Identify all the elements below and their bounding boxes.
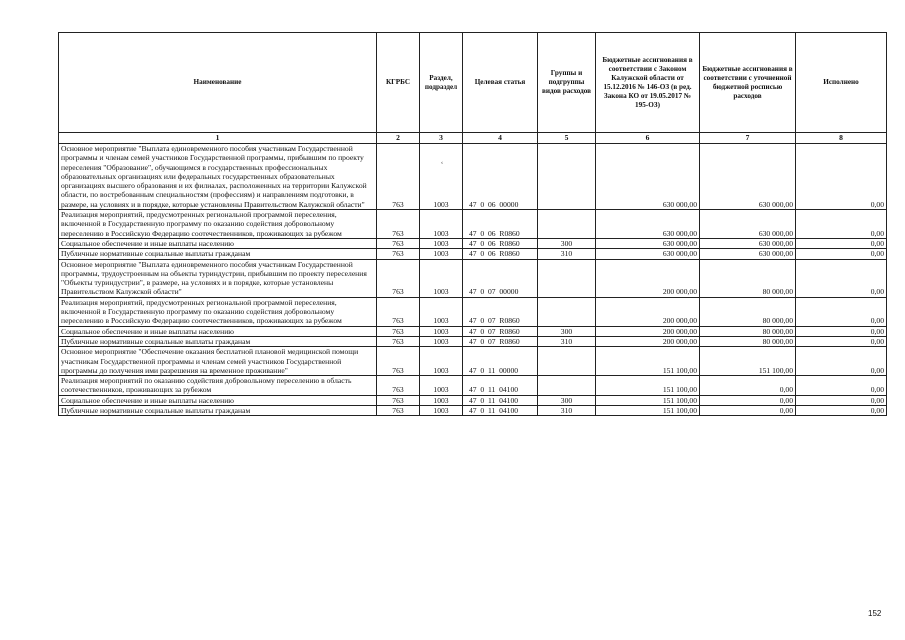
row-name: Основное мероприятие "Выплата единовременного пособия участникам Государственной программы, трудоустроенным на объекты туриндустрии, прибывшим по проекту переселения "Объекты туриндустрии", в размере, на условиях и в порядке, которые установлены Правительством Калужской области" <box>59 259 377 297</box>
row-section: 1003 <box>420 395 463 405</box>
row-budget-law: 200 000,00 <box>596 259 700 297</box>
header-name: Наименование <box>59 33 377 133</box>
header-section: Раздел, подраздел <box>420 33 463 133</box>
row-kgrbs: 763 <box>377 210 420 239</box>
row-target-article: 47 0 11 04100 <box>463 376 538 396</box>
row-expense-group <box>538 259 596 297</box>
table-row <box>59 395 887 405</box>
row-expense-group: 310 <box>538 406 596 416</box>
row-kgrbs: 763 <box>377 326 420 336</box>
column-number: 5 <box>538 133 596 144</box>
row-kgrbs: 763 <box>377 376 420 396</box>
row-executed: 0,00 <box>796 336 887 346</box>
row-section: 1003 <box>420 376 463 396</box>
row-name: Реализация мероприятий, предусмотренных региональной программой переселения, включенной в Государственную программу по оказанию содействия добровольному переселению в Российскую Федерацию соотечественников, проживающих за рубежом <box>59 210 377 239</box>
row-expense-group: 300 <box>538 326 596 336</box>
row-budget-refined: 630 000,00 <box>700 249 796 259</box>
row-name: Социальное обеспечение и иные выплаты населению <box>59 326 377 336</box>
row-budget-law: 200 000,00 <box>596 336 700 346</box>
row-kgrbs: 763 <box>377 406 420 416</box>
row-kgrbs: 763 <box>377 249 420 259</box>
row-executed: 0,00 <box>796 376 887 396</box>
table-row <box>59 238 887 248</box>
row-section: 1003 <box>420 249 463 259</box>
row-expense-group: 300 <box>538 238 596 248</box>
row-expense-group: 310 <box>538 249 596 259</box>
row-target-article: 47 0 07 R0860 <box>463 326 538 336</box>
table-row <box>59 326 887 336</box>
header-budget-refined: Бюджетные ассигнования в соответствии с уточненной бюджетной росписью расходов <box>700 33 796 133</box>
row-expense-group <box>538 297 596 326</box>
row-budget-law: 151 100,00 <box>596 347 700 376</box>
row-target-article: 47 0 11 00000 <box>463 347 538 376</box>
column-number: 7 <box>700 133 796 144</box>
row-budget-refined: 630 000,00 <box>700 144 796 210</box>
row-budget-law: 630 000,00 <box>596 210 700 239</box>
row-executed: 0,00 <box>796 238 887 248</box>
row-budget-refined: 151 100,00 <box>700 347 796 376</box>
header-expense-groups: Группы и подгруппы видов расходов <box>538 33 596 133</box>
row-kgrbs: 763 <box>377 395 420 405</box>
row-target-article: 47 0 07 R0860 <box>463 336 538 346</box>
row-expense-group: 310 <box>538 336 596 346</box>
row-budget-law: 630 000,00 <box>596 144 700 210</box>
row-target-article: 47 0 11 04100 <box>463 406 538 416</box>
header-kgrbs: КГРБС <box>377 33 420 133</box>
row-budget-law: 200 000,00 <box>596 297 700 326</box>
row-budget-law: 200 000,00 <box>596 326 700 336</box>
row-budget-refined: 630 000,00 <box>700 210 796 239</box>
row-section: 1003 <box>420 144 463 210</box>
row-section: 1003 <box>420 347 463 376</box>
row-budget-law: 151 100,00 <box>596 406 700 416</box>
row-target-article: 47 0 07 R0860 <box>463 297 538 326</box>
column-number-row <box>59 133 887 144</box>
column-number: 2 <box>377 133 420 144</box>
row-executed: 0,00 <box>796 297 887 326</box>
row-kgrbs: 763 <box>377 144 420 210</box>
row-target-article: 47 0 06 R0860 <box>463 249 538 259</box>
column-number: 8 <box>796 133 887 144</box>
table-row <box>59 376 887 396</box>
row-expense-group: 300 <box>538 395 596 405</box>
row-kgrbs: 763 <box>377 336 420 346</box>
row-budget-refined: 80 000,00 <box>700 336 796 346</box>
row-expense-group <box>538 210 596 239</box>
row-executed: 0,00 <box>796 259 887 297</box>
table-row <box>59 144 887 210</box>
table-row <box>59 336 887 346</box>
column-number: 6 <box>596 133 700 144</box>
row-executed: 0,00 <box>796 249 887 259</box>
row-section: 1003 <box>420 238 463 248</box>
row-name: Публичные нормативные социальные выплаты гражданам <box>59 406 377 416</box>
row-budget-law: 630 000,00 <box>596 249 700 259</box>
column-number: 1 <box>59 133 377 144</box>
table-row <box>59 210 887 239</box>
row-name: Публичные нормативные социальные выплаты гражданам <box>59 336 377 346</box>
column-number: 3 <box>420 133 463 144</box>
table-row <box>59 249 887 259</box>
row-executed: 0,00 <box>796 210 887 239</box>
row-budget-law: 151 100,00 <box>596 395 700 405</box>
row-budget-refined: 80 000,00 <box>700 326 796 336</box>
row-target-article: 47 0 11 04100 <box>463 395 538 405</box>
row-executed: 0,00 <box>796 347 887 376</box>
row-section: 1003 <box>420 259 463 297</box>
row-target-article: 47 0 06 R0860 <box>463 210 538 239</box>
row-name: Социальное обеспечение и иные выплаты населению <box>59 238 377 248</box>
header-budget-law: Бюджетные ассигнования в соответствии с Законом Калужской области от 15.12.2016 № 146-ОЗ (в ред. Закона КО от 19.05.2017 № 195-ОЗ) <box>596 33 700 133</box>
row-budget-law: 630 000,00 <box>596 238 700 248</box>
row-name: Основное мероприятие "Выплата единовременного пособия участникам Государственной программы и членам семей участников Государственной программы, прибывшим по проекту переселения "Образование", обучающимся в государственных профессиональных образовательных организациях или федеральных государственных образовательных организациях высшего образования и их филиалах, расположенных на территории Калужской области, по востребованным специальностям (профессиям) и направлениям подготовки, в размере, на условиях и в порядке, которые установлены Правительством Калужской области" <box>59 144 377 210</box>
row-name: Основное мероприятие "Обеспечение оказания бесплатной плановой медицинской помощи участникам Государственной программы и членам семей участников Государственной программы до получения ими разрешения на временное проживание" <box>59 347 377 376</box>
table-row <box>59 297 887 326</box>
row-expense-group <box>538 144 596 210</box>
row-executed: 0,00 <box>796 144 887 210</box>
row-name: Реализация мероприятий по оказанию содействия добровольному переселению в область соотечественников, проживающих за рубежом <box>59 376 377 396</box>
row-section: 1003 <box>420 336 463 346</box>
row-budget-refined: 0,00 <box>700 395 796 405</box>
row-expense-group <box>538 347 596 376</box>
row-budget-refined: 80 000,00 <box>700 297 796 326</box>
row-name: Публичные нормативные социальные выплаты гражданам <box>59 249 377 259</box>
row-executed: 0,00 <box>796 406 887 416</box>
row-kgrbs: 763 <box>377 259 420 297</box>
row-section: 1003 <box>420 406 463 416</box>
header-executed: Исполнено <box>796 33 887 133</box>
row-kgrbs: 763 <box>377 238 420 248</box>
row-name: Реализация мероприятий, предусмотренных региональной программой переселения, включенной в Государственную программу по оказанию содействия добровольному переселению в Российскую Федерацию соотечественников, проживающих за рубежом <box>59 297 377 326</box>
row-budget-refined: 0,00 <box>700 406 796 416</box>
row-target-article: 47 0 06 R0860 <box>463 238 538 248</box>
table-row <box>59 259 887 297</box>
page-number: 152 <box>868 609 882 618</box>
budget-table <box>58 32 887 416</box>
row-target-article: 47 0 07 00000 <box>463 259 538 297</box>
table-row <box>59 406 887 416</box>
scan-tick-mark: ‹ <box>441 160 443 166</box>
row-name: Социальное обеспечение и иные выплаты населению <box>59 395 377 405</box>
header-row <box>59 33 887 133</box>
row-executed: 0,00 <box>796 326 887 336</box>
header-target-article: Целевая статья <box>463 33 538 133</box>
row-section: 1003 <box>420 297 463 326</box>
table-body <box>59 144 887 416</box>
column-number: 4 <box>463 133 538 144</box>
row-budget-law: 151 100,00 <box>596 376 700 396</box>
row-expense-group <box>538 376 596 396</box>
row-executed: 0,00 <box>796 395 887 405</box>
row-budget-refined: 0,00 <box>700 376 796 396</box>
row-section: 1003 <box>420 210 463 239</box>
row-kgrbs: 763 <box>377 297 420 326</box>
table-row <box>59 347 887 376</box>
row-section: 1003 <box>420 326 463 336</box>
row-budget-refined: 80 000,00 <box>700 259 796 297</box>
row-target-article: 47 0 06 00000 <box>463 144 538 210</box>
row-kgrbs: 763 <box>377 347 420 376</box>
row-budget-refined: 630 000,00 <box>700 238 796 248</box>
